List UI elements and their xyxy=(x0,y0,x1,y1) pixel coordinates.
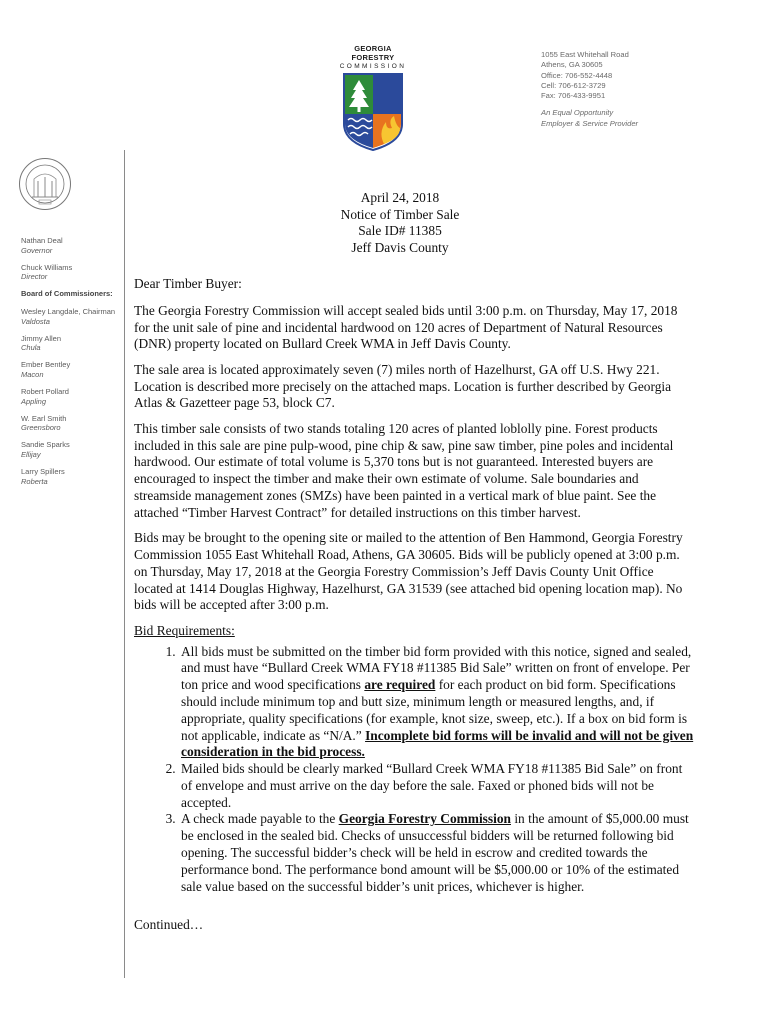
bid-requirements-list xyxy=(134,644,694,896)
list-item: 2. Mailed bids should be clearly marked “Bullard Creek WMA FY18 #11385 Bid Sale” on front of envelope and must arrive on the day before the sale. Faxed or phoned bids will not be accepted. xyxy=(179,761,694,811)
county-name: Jeff Davis County xyxy=(351,239,449,255)
salutation: Dear Timber Buyer: xyxy=(134,276,242,291)
address-line: Athens, GA 30605 xyxy=(541,60,603,70)
commissioner: Ember Bentley Macon xyxy=(21,360,71,379)
sidebar-divider xyxy=(124,150,125,978)
commissioner: Larry Spillers Roberta xyxy=(21,467,65,486)
eeo-statement: An Equal Opportunity Employer & Service Provider xyxy=(541,108,639,128)
notice-heading xyxy=(300,190,500,256)
list-item: 1. All bids must be submitted on the timber bid form provided with this notice, signed and sealed, and must have “Bullard Creek WMA FY18 #11385 Bid Sale” written on front of envelope. Per ton price and wood specifications are required for each product on bid form. Specifications should include minimum top and butt size, minimum length or measured lengths, and, if appropriate, quality specifications (for example, knot size, sweep, etc.). If a box on bid form is not applicable, indicate as “N/A.” Incomplete bid forms will be invalid and will not be given consideration in the bid process. xyxy=(179,644,694,762)
sale-id: Sale ID# 11385 xyxy=(358,223,442,238)
commissioner: Jimmy Allen Chula xyxy=(21,333,62,353)
address-line: 1055 East Whitehall Road xyxy=(541,50,629,59)
board-heading: Board of Commissioners: xyxy=(21,289,113,299)
commissioner: W. Earl Smith Greensboro xyxy=(21,413,67,433)
shield-emblem-icon xyxy=(342,72,404,152)
list-item: 3. A check made payable to the Georgia Forestry Commission in the amount of $5,000.00 must be enclosed in the sealed bid. Checks of unsuccessful bidders will be returned following bid opening. The successful bidder’s check will be held in escrow and credited towards the performance bond. The performance bond amount will be $5,000.00 or 10% of the estimated sale value based on the successful bidder’s unit prices, whichever is higher. xyxy=(179,811,694,895)
gfc-logo xyxy=(333,44,413,152)
commissioner: Wesley Langdale, Chairman Valdosta xyxy=(21,306,116,326)
paragraph-timber-description: This timber sale consists of two stands totaling 120 acres of planted loblolly pine. Forest products included in this sale are pine pulp-wood, pine chip & saw, pine saw timber, pine poles and incidental hardwood. Our estimate of total volume is 5,370 tons but is not guaranteed. Interested buyers are encouraged to inspect the timber and make their own estimate of volume. Sale boundaries and streamside management zones (SMZs) have been painted in a vertical mark of blue paint. See the attached “Timber Harvest Contract” for detailed instructions on this timber harvest. xyxy=(134,420,674,520)
paragraph-bid-submission: Bids may be brought to the opening site or mailed to the attention of Ben Hammond, Georgia Forestry Commission 1055 East Whitehall Road, Athens, GA 30605. Bids will be publicly opened at 3:00 p.m. on Thursday, May 17, 2018 at the Georgia Forestry Commission’s Jeff Davis County Unit Office located at 1414 Douglas Highway, Hazelhurst, GA 31539 (see attached bid opening location map). No bids will be accepted after 3:00 p.m. xyxy=(134,530,683,613)
bid-requirements-heading: Bid Requirements: xyxy=(134,622,235,638)
official-governor: Nathan Deal Governor xyxy=(21,236,63,255)
georgia-state-seal-icon xyxy=(18,157,72,211)
letter-body xyxy=(134,276,694,934)
office-phone: Office: 706-552-4448 xyxy=(541,70,613,80)
sidebar-officials xyxy=(21,236,121,494)
address-block xyxy=(541,50,638,129)
commissioner: Sandie Sparks Ellijay xyxy=(21,440,70,459)
notice-title: Notice of Timber Sale xyxy=(340,206,460,222)
letter-date: April 24, 2018 xyxy=(360,190,440,205)
logo-subtitle: COMMISSION xyxy=(339,63,407,70)
continued-label: Continued… xyxy=(134,917,204,933)
paragraph-bid-deadline: The Georgia Forestry Commission will accept sealed bids until 3:00 p.m. on Thursday, May 17, 2018 for the unit sale of pine and incidental hardwood on 120 acres of Department of Natural Resources (DNR) property located on Bullard Creek WMA in Jeff Davis County. xyxy=(134,302,678,352)
official-director: Chuck Williams Director xyxy=(21,262,73,282)
commissioner: Robert Pollard Appling xyxy=(21,387,69,406)
cell-phone: Cell: 706-612-3729 xyxy=(541,80,606,90)
logo-title: GEORGIA FORESTRY xyxy=(351,44,395,62)
paragraph-location: The sale area is located approximately seven (7) miles north of Hazelhurst, GA off U.S. Hwy 221. Location is described more precisely on the attached maps. Location is further described by Georgia Atlas & Gazetteer page 53, block C7. xyxy=(134,361,672,411)
fax-number: Fax: 706-433-9951 xyxy=(541,91,606,101)
